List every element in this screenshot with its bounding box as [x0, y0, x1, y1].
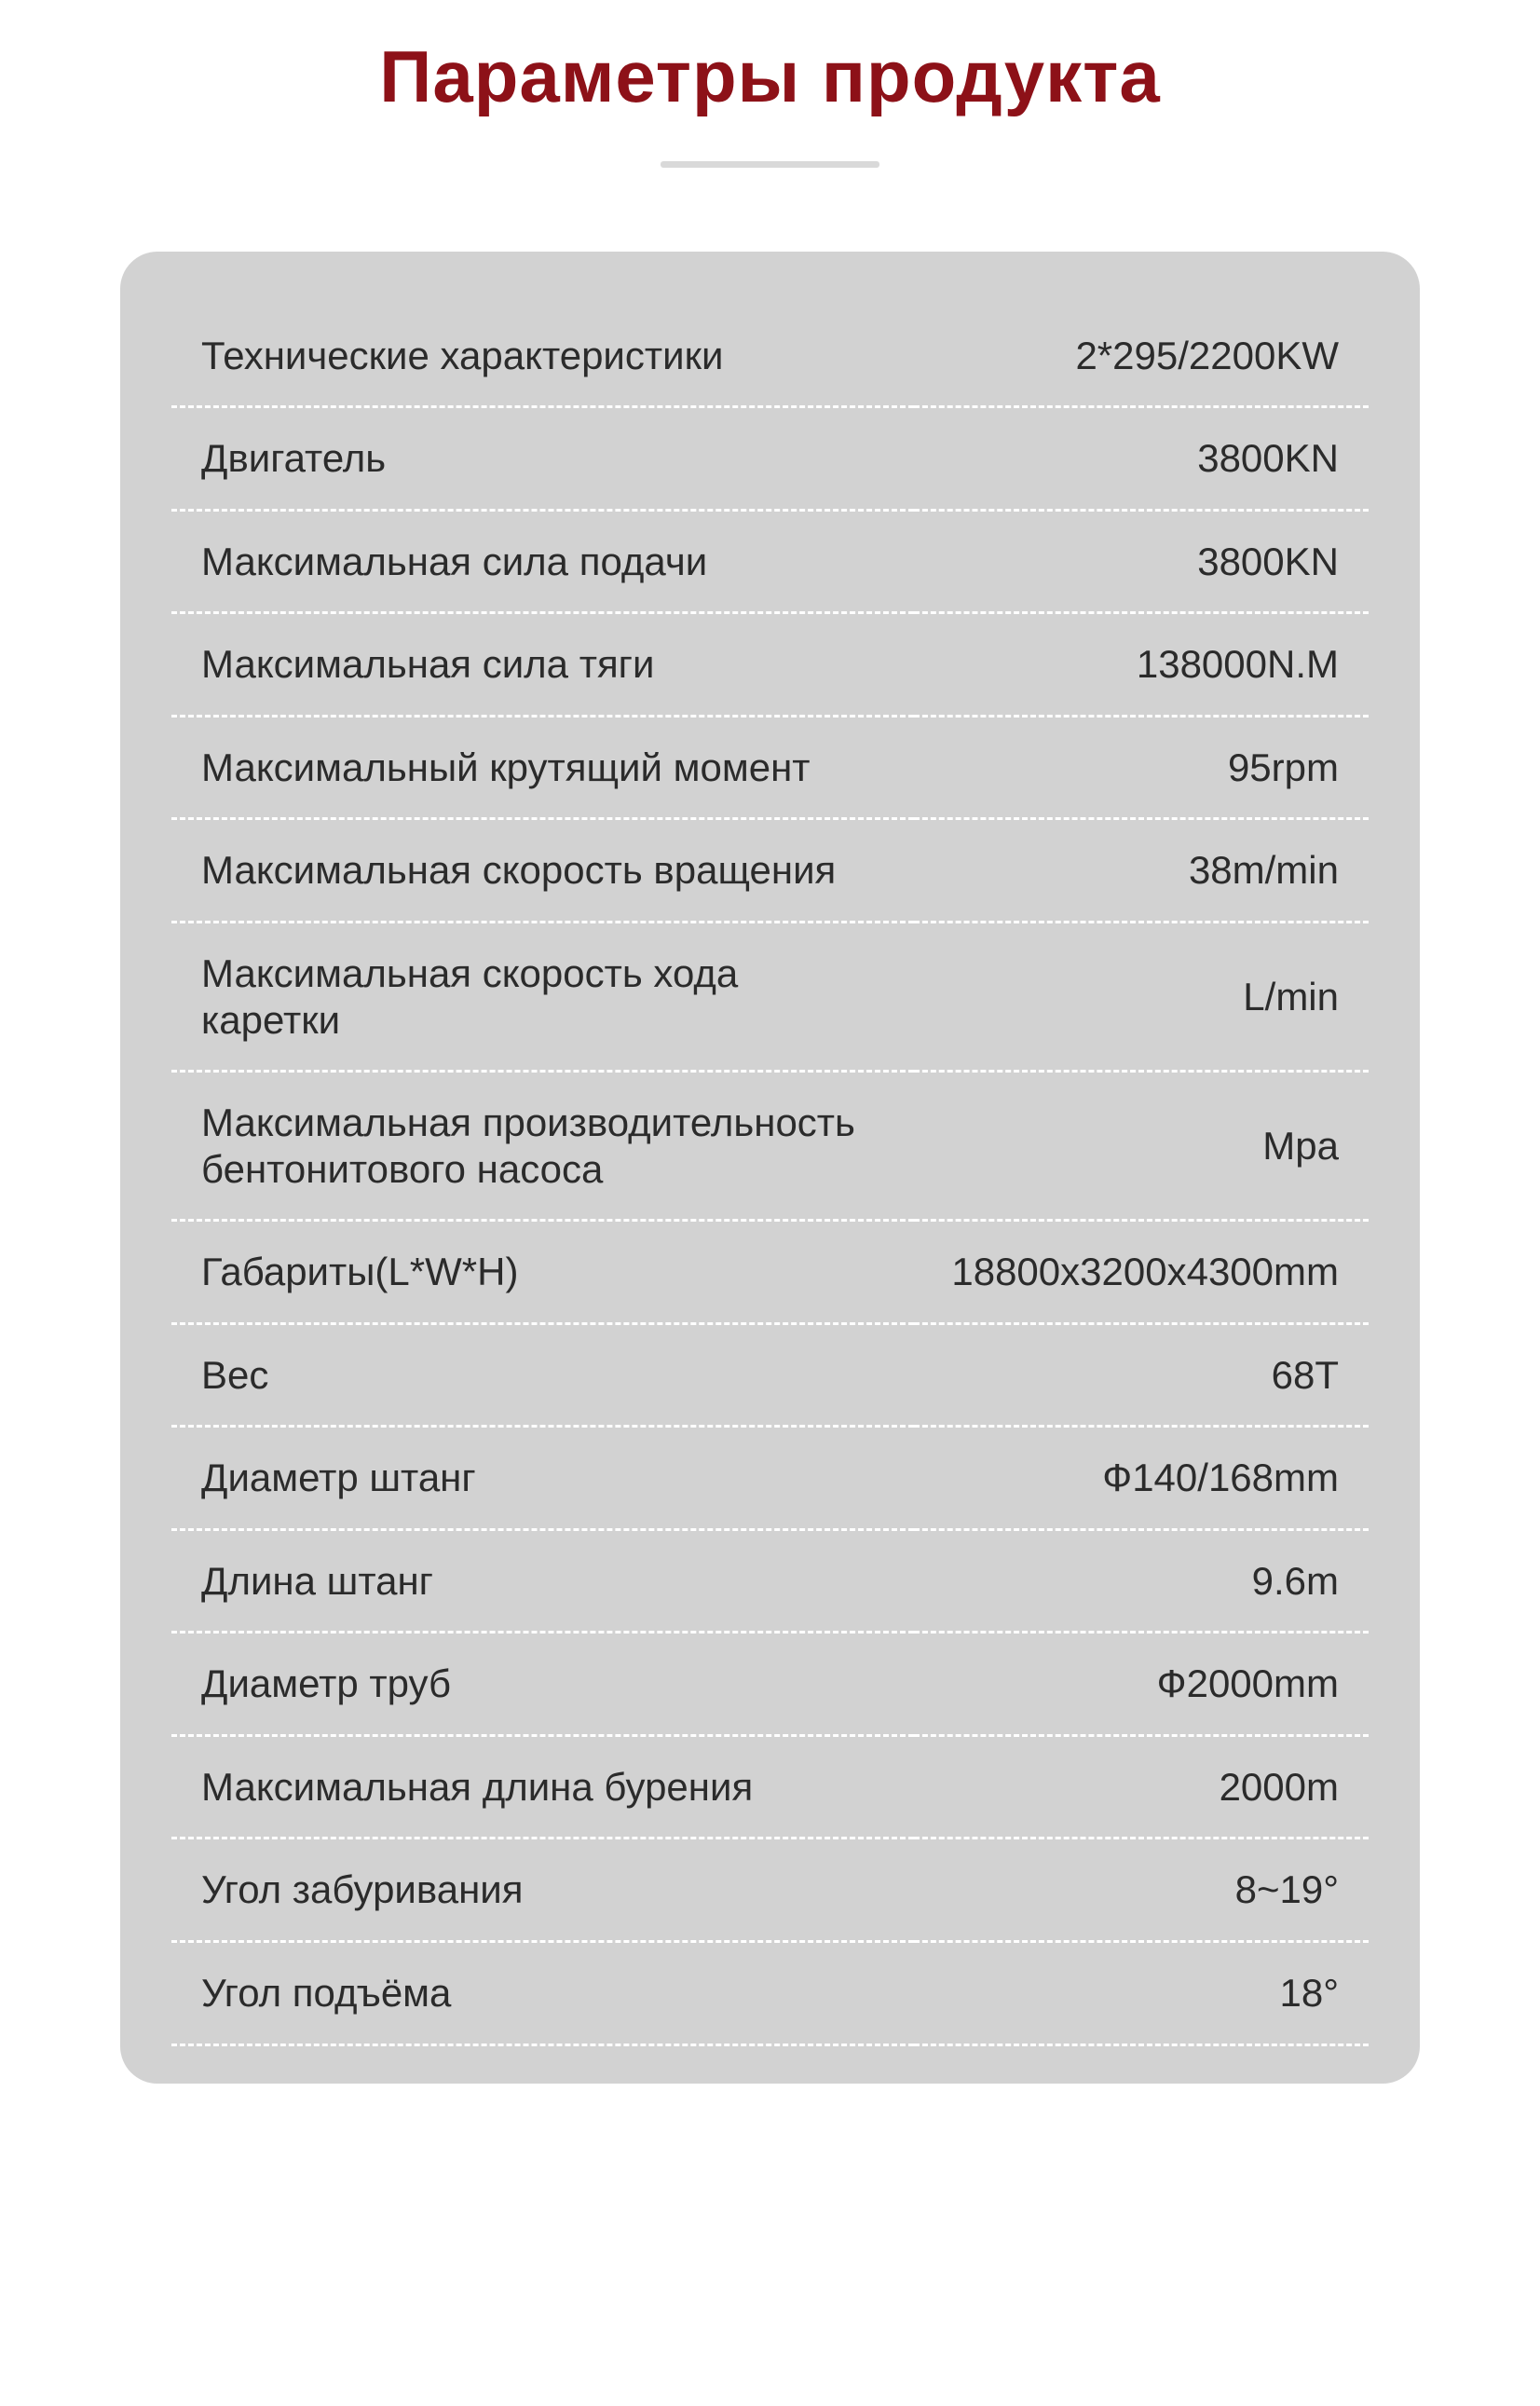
spec-label: Диаметр труб [201, 1661, 452, 1706]
spec-label: Максимальная длина бурения [201, 1764, 754, 1809]
table-row [171, 1323, 1369, 1427]
table-row [171, 1072, 1369, 1221]
spec-value: 18800x3200x4300mm [951, 1250, 1339, 1294]
spec-label: Угол забуривания [201, 1867, 524, 1912]
spec-label: Вес [201, 1352, 269, 1397]
spec-value: Ф2000mm [1156, 1661, 1339, 1706]
table-row [171, 1633, 1369, 1736]
table-row [171, 716, 1369, 819]
spec-value: 38m/min [1188, 848, 1339, 893]
spec-value: 3800KN [1197, 539, 1339, 583]
spec-value: Mpa [1262, 1123, 1339, 1168]
table-row [171, 510, 1369, 613]
table-row [171, 1941, 1369, 2044]
spec-value: 138000N.M [1136, 642, 1339, 687]
spec-value: 18° [1279, 1970, 1339, 2015]
spec-value: 2*295/2200KW [1075, 333, 1339, 377]
spec-label: Максимальная скорость вращения [201, 848, 837, 893]
spec-label: Максимальная сила подачи [201, 539, 708, 583]
spec-value: 9.6m [1251, 1558, 1339, 1603]
table-row [171, 922, 1369, 1071]
spec-value: 8~19° [1234, 1867, 1339, 1912]
spec-label: Максимальная сила тяги [201, 642, 655, 687]
spec-label: Диаметр штанг [201, 1456, 476, 1500]
title-divider [661, 161, 879, 168]
table-row [171, 1427, 1369, 1530]
spec-value: Ф140/168mm [1102, 1456, 1339, 1500]
spec-value: L/min [1243, 974, 1339, 1018]
table-row [171, 613, 1369, 717]
page-header [0, 0, 1540, 168]
spec-label: Габариты(L*W*H) [201, 1250, 519, 1294]
specifications-card [120, 252, 1420, 2084]
spec-label: Максимальная производительность бентонитового насоса [201, 1100, 855, 1191]
spec-label: Технические характеристики [201, 333, 724, 377]
spec-value: 3800KN [1197, 436, 1339, 481]
table-row [171, 819, 1369, 923]
spec-label: Угол подъёма [201, 1970, 452, 2015]
table-row [171, 306, 1369, 407]
table-row [171, 1839, 1369, 1942]
spec-label: Максимальная скорость хода каретки [201, 950, 739, 1042]
spec-value: 68T [1271, 1352, 1339, 1397]
table-row [171, 1221, 1369, 1324]
spec-value: 95rpm [1227, 745, 1339, 789]
table-row [171, 407, 1369, 511]
spec-label: Двигатель [201, 436, 387, 481]
spec-value: 2000m [1219, 1764, 1339, 1809]
table-row [171, 1529, 1369, 1633]
spec-label: Максимальный крутящий момент [201, 745, 811, 789]
page-title: Параметры продукта [379, 35, 1161, 117]
table-row [171, 1735, 1369, 1839]
specifications-table [171, 306, 1369, 2046]
spec-label: Длина штанг [201, 1558, 433, 1603]
specifications-table-body [171, 306, 1369, 2044]
